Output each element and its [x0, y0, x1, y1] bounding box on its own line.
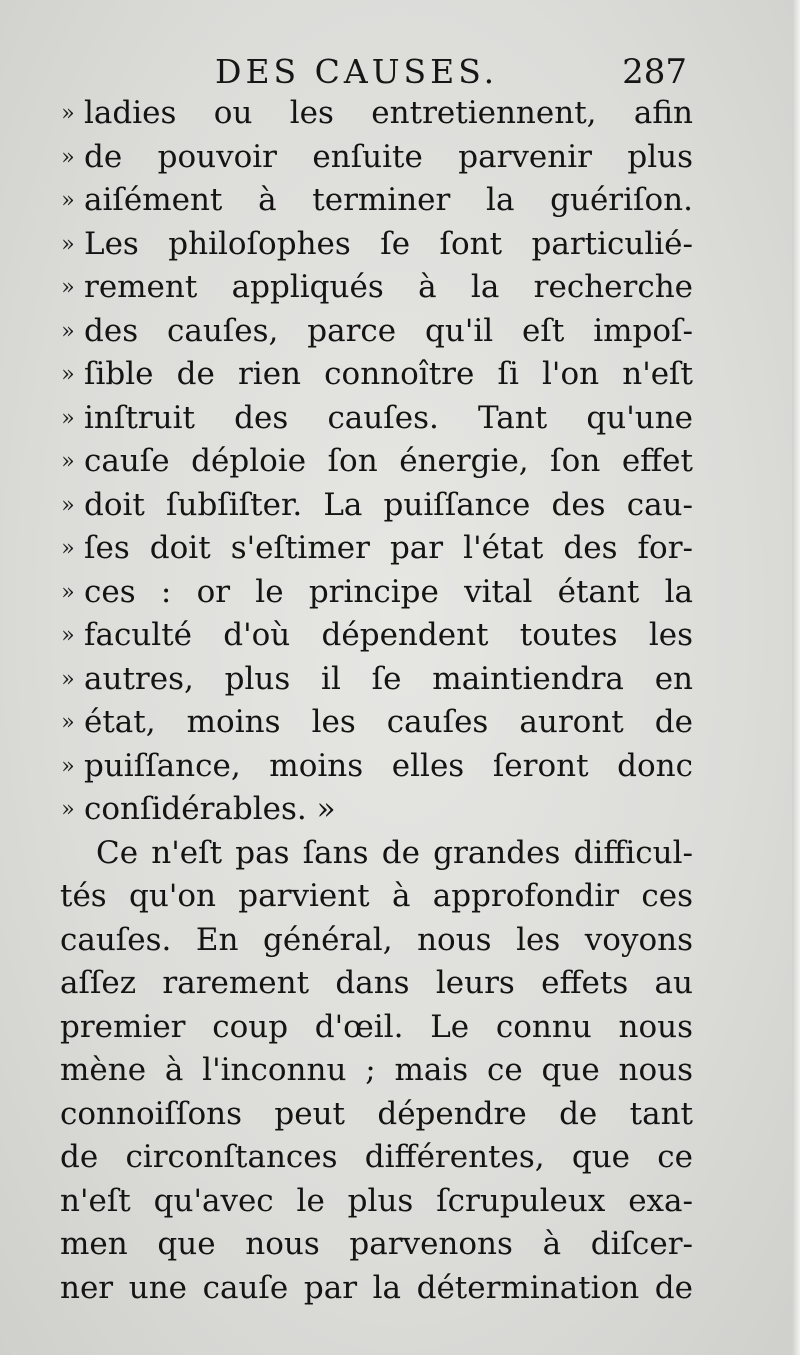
- line-text: aiſément à terminer la guériſon.: [84, 182, 693, 218]
- quote-mark: »: [61, 101, 75, 126]
- line-text: aſſez rarement dans leurs effets au: [60, 965, 693, 1001]
- text-line: [52, 527, 697, 571]
- text-line: [52, 353, 697, 397]
- quote-mark: »: [61, 579, 75, 605]
- line-text: état, moins les cauſes auront de: [84, 704, 693, 740]
- text-line: [52, 92, 697, 136]
- quote-mark: »: [61, 144, 75, 170]
- text-line: [52, 484, 697, 528]
- page-edge: [792, 0, 800, 1355]
- text-line: [52, 701, 697, 745]
- text-line: [52, 310, 697, 354]
- line-text: rement appliqués à la recherche: [84, 269, 693, 305]
- line-text: ces : or le principe vital étant la: [84, 573, 693, 610]
- line-text: des cauſes, parce qu'il eſt impoſ-: [84, 312, 693, 349]
- quote-mark: »: [61, 188, 75, 213]
- line-text: ner une cauſe par la détermination de: [60, 1269, 693, 1306]
- line-text: de circonſtances différentes, que ce: [60, 1139, 693, 1175]
- quote-mark: »: [61, 710, 75, 735]
- text-line: [52, 875, 697, 919]
- line-text: mène à l'inconnu ; mais ce que nous: [60, 1052, 693, 1088]
- quote-mark: »: [61, 753, 75, 779]
- quote-mark: »: [61, 231, 75, 257]
- text-line: [52, 1049, 697, 1093]
- line-text: connoiſſons peut dépendre de tant: [60, 1095, 693, 1132]
- quote-mark: »: [61, 536, 75, 561]
- quote-mark: »: [61, 275, 75, 300]
- line-text: doit ſubſiſter. La puiſſance des cau-: [84, 486, 693, 523]
- quote-mark: »: [61, 492, 75, 518]
- text-line: [52, 179, 697, 223]
- text-line: [52, 1223, 697, 1267]
- line-text: ladies ou les entretiennent, afin: [84, 95, 693, 131]
- line-text: tés qu'on parvient à approfondir ces: [60, 878, 693, 914]
- line-text: men que nous parvenons à diſcer-: [60, 1226, 693, 1262]
- line-text: inſtruit des cauſes. Tant qu'une: [84, 399, 693, 436]
- text-line: [52, 1093, 697, 1137]
- paragraph-first-line: [52, 832, 697, 876]
- line-text: autres, plus il ſe maintiendra en: [84, 660, 693, 697]
- quote-mark: »: [61, 362, 75, 387]
- running-title: DES CAUSES.: [215, 52, 499, 91]
- text-line: [52, 1180, 697, 1224]
- text-line: [52, 788, 697, 832]
- text-line: [52, 397, 697, 441]
- line-text: de pouvoir enſuite parvenir plus: [84, 138, 693, 175]
- line-text: cauſes. En général, nous les voyons: [60, 921, 693, 958]
- text-line: [52, 223, 697, 267]
- text-line: [52, 1136, 697, 1180]
- quote-mark: »: [61, 623, 75, 648]
- text-line: [52, 745, 697, 789]
- line-text: faculté d'où dépendent toutes les: [84, 617, 693, 653]
- text-line: [52, 440, 697, 484]
- line-text: Ce n'eſt pas ſans de grandes difficul-: [96, 834, 693, 871]
- line-text: ſible de rien connoître ſi l'on n'eſt: [84, 356, 693, 392]
- line-text: ſes doit s'eſtimer par l'état des for-: [84, 530, 693, 566]
- line-text: premier coup d'œil. Le connu nous: [60, 1008, 693, 1045]
- text-line: [52, 136, 697, 180]
- page-number: 287: [622, 52, 687, 92]
- text-line: [52, 658, 697, 702]
- text-line: [52, 919, 697, 963]
- quote-mark: »: [61, 797, 75, 822]
- line-text: Les philoſophes ſe ſont particulié-: [84, 225, 693, 262]
- line-text: puiſſance, moins elles ſeront donc: [84, 747, 693, 784]
- text-line: [52, 614, 697, 658]
- quote-mark: »: [61, 318, 75, 344]
- quote-mark: »: [61, 449, 75, 474]
- text-line: [52, 1267, 697, 1311]
- line-text: n'eſt qu'avec le plus ſcrupuleux exa-: [60, 1182, 693, 1219]
- text-line: [52, 1006, 697, 1050]
- quote-mark: »: [61, 666, 75, 692]
- text-line: [52, 266, 697, 310]
- line-text: cauſe déploie ſon énergie, ſon effet: [84, 443, 693, 479]
- text-line: [52, 962, 697, 1006]
- quote-mark: »: [61, 405, 75, 431]
- body-text: [52, 92, 697, 1310]
- line-text: conſidérables. »: [84, 791, 336, 827]
- text-line: [52, 571, 697, 615]
